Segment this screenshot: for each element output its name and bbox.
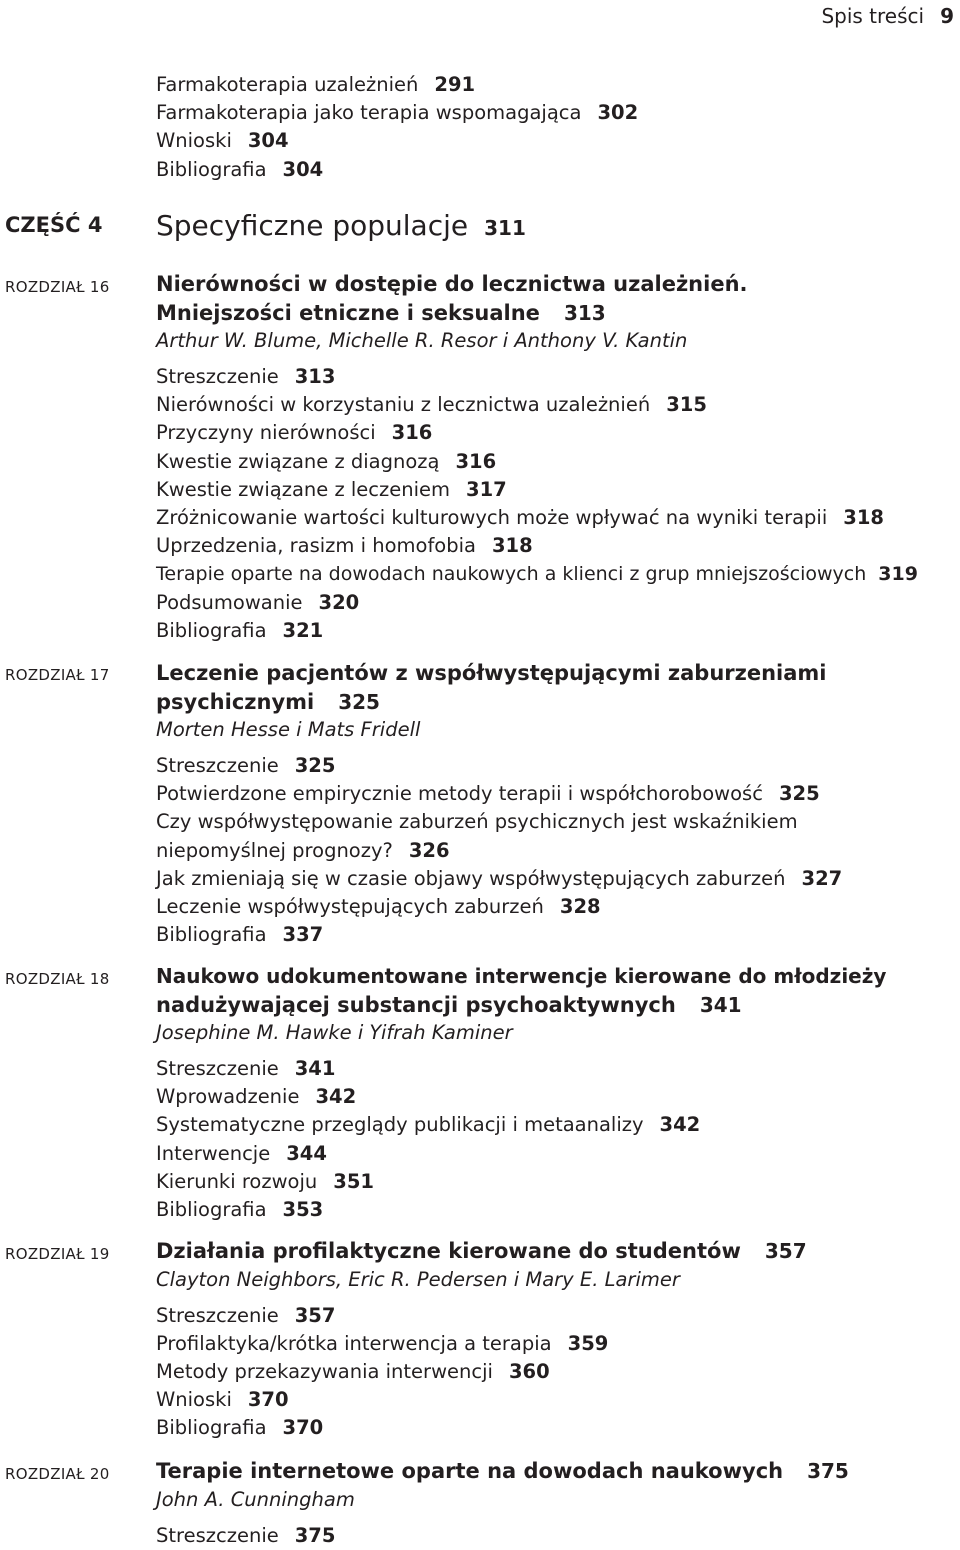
- chapter-label: ROZDZIAŁ 18: [5, 970, 110, 988]
- toc-entry: Podsumowanie 320: [156, 590, 360, 614]
- chapter-page: 313: [563, 300, 606, 325]
- toc-continuation-list: [156, 71, 956, 184]
- chapter-title: Działania profilaktyczne kierowane do studentów 357: [156, 1237, 956, 1266]
- toc-entry: Kwestie związane z diagnozą 316: [156, 449, 497, 473]
- chapter-16: [156, 270, 956, 645]
- toc-entry: Farmakoterapia jako terapia wspomagająca 302: [156, 99, 956, 127]
- toc-entry: Uprzedzenia, rasizm i homofobia 318: [156, 534, 533, 558]
- toc-entry: Farmakoterapia uzależnień 291: [156, 71, 956, 99]
- chapter-17: [156, 659, 956, 949]
- chapter-authors: Clayton Neighbors, Eric R. Pedersen i Mary E. Larimer: [156, 1267, 680, 1291]
- toc-entry: Wnioski 370: [156, 1388, 289, 1412]
- chapter-page: 357: [764, 1239, 807, 1263]
- part-label: CZĘŚĆ 4: [5, 213, 103, 237]
- toc-entry: Streszczenie 341: [156, 1057, 336, 1080]
- toc-entry: Profilaktyka/krótka interwencja a terapia 359: [156, 1331, 609, 1355]
- chapter-20: [156, 1457, 956, 1550]
- toc-entry: Jak zmieniają się w czasie objawy współwystępujących zaburzeń 327: [156, 866, 843, 890]
- toc-entry: Wnioski 304: [156, 127, 956, 155]
- chapter-page: 375: [807, 1459, 849, 1483]
- toc-entry: Streszczenie 325: [156, 754, 336, 777]
- chapter-title: Nierówności w dostępie do lecznictwa uzależnień. Mniejszości etniczne i seksualne 313: [156, 270, 956, 327]
- toc-entry: Metody przekazywania interwencji 360: [156, 1359, 550, 1383]
- toc-entry: Bibliografia 337: [156, 923, 324, 947]
- toc-entry: Kwestie związane z leczeniem 317: [156, 477, 507, 501]
- toc-entry: Czy współwystępowanie zaburzeń psychicznych jest wskaźnikiem niepomyślnej prognozy? 326: [156, 810, 798, 862]
- chapter-label: ROZDZIAŁ 20: [5, 1465, 110, 1483]
- toc-entry: Bibliografia 370: [156, 1416, 324, 1440]
- toc-entry: Streszczenie 375: [156, 1523, 336, 1547]
- chapter-authors: Josephine M. Hawke i Yifrah Kaminer: [156, 1021, 513, 1044]
- toc-entry: Terapie oparte na dowodach naukowych a klienci z grup mniejszościowych 319: [156, 563, 918, 586]
- part-title: Specyficzne populacje: [156, 209, 469, 242]
- toc-entry: Streszczenie 313: [156, 365, 336, 388]
- toc-entry-page: 304: [247, 129, 289, 153]
- toc-entry: Nierówności w korzystaniu z lecznictwa uzależnień 315: [156, 393, 707, 417]
- part-heading: [156, 206, 956, 248]
- chapter-19: [156, 1237, 956, 1443]
- toc-entry-page: 291: [434, 73, 476, 96]
- toc-entry: Leczenie współwystępujących zaburzeń 328: [156, 895, 601, 919]
- chapter-label: ROZDZIAŁ 19: [5, 1245, 110, 1263]
- chapter-label: ROZDZIAŁ 16: [5, 278, 110, 296]
- chapter-authors: John A. Cunningham: [156, 1487, 355, 1511]
- toc-entry: Wprowadzenie 342: [156, 1085, 357, 1109]
- toc-entry: Bibliografia 321: [156, 618, 324, 642]
- toc-entry-page: 302: [597, 101, 639, 125]
- toc-entry: Potwierdzone empirycznie metody terapii i współchorobowość 325: [156, 782, 820, 806]
- page-number: 9: [940, 4, 954, 28]
- toc-entry: Zróżnicowanie wartości kulturowych może wpływać na wyniki terapii 318: [156, 506, 884, 530]
- chapter-page: 325: [338, 689, 380, 714]
- toc-entry: Systematyczne przeglądy publikacji i metaanalizy 342: [156, 1113, 701, 1137]
- toc-entry: Przyczyny nierówności 316: [156, 421, 433, 445]
- toc-entry: Bibliografia 353: [156, 1198, 324, 1222]
- chapter-authors: Arthur W. Blume, Michelle R. Resor i Anthony V. Kantin: [156, 329, 688, 352]
- toc-entry: Streszczenie 357: [156, 1303, 336, 1327]
- toc-entry: Kierunki rozwoju 351: [156, 1169, 374, 1193]
- running-header: [821, 4, 954, 28]
- chapter-title: Terapie internetowe oparte na dowodach naukowych 375: [156, 1457, 956, 1486]
- toc-entry: Bibliografia 304: [156, 156, 956, 184]
- toc-entry: Interwencje 344: [156, 1141, 327, 1165]
- toc-entry-page: 304: [282, 157, 324, 181]
- chapter-18: [156, 962, 956, 1224]
- chapter-label: ROZDZIAŁ 17: [5, 666, 110, 684]
- part-page: 311: [484, 216, 526, 240]
- chapter-title: Naukowo udokumentowane interwencje kierowane do młodzieży nadużywającej substancji psychoaktywnych 341: [156, 962, 956, 1019]
- chapter-title: Leczenie pacjentów z współwystępującymi zaburzeniami psychicznymi 325: [156, 659, 956, 716]
- running-header-section: Spis treści: [821, 4, 925, 28]
- chapter-page: 341: [699, 992, 742, 1017]
- chapter-authors: Morten Hesse i Mats Fridell: [156, 718, 421, 741]
